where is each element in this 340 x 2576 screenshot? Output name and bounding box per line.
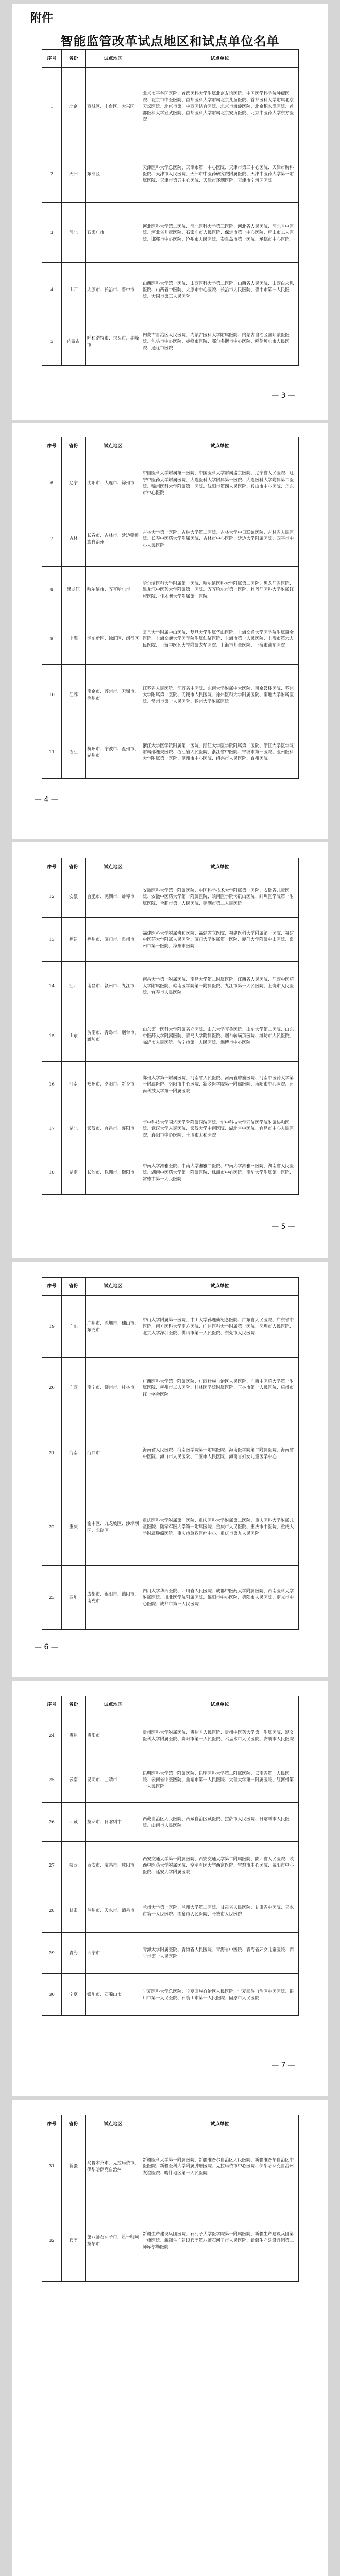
table-row bbox=[42, 68, 299, 145]
page-title: 智能监管改革试点地区和试点单位名单 bbox=[60, 33, 280, 48]
cell-area: 浦东新区、徐汇区、闵行区 bbox=[86, 613, 141, 665]
document-page-1 bbox=[12, 4, 328, 420]
cell-area: 西城区、丰台区、大兴区 bbox=[86, 68, 141, 145]
table-row bbox=[42, 1418, 299, 1488]
cell-area: 贵阳市 bbox=[86, 1714, 141, 1757]
cell-unit: 西藏自治区人民医院、西藏自治区藏医院、拉萨市人民医院、日喀则市人民医院、山南市人民医院 bbox=[141, 1803, 299, 1842]
pilot-table-3 bbox=[42, 858, 299, 1195]
cell-province: 浙江 bbox=[62, 725, 86, 779]
cell-area: 乌鲁木齐市、克拉玛依市、伊犁哈萨克自治州 bbox=[86, 2133, 141, 2199]
table-row bbox=[42, 511, 299, 567]
cell-area: 太原市、长治市、晋中市 bbox=[86, 263, 141, 317]
header-area: 试点地区 bbox=[86, 50, 141, 68]
cell-province: 上海 bbox=[62, 613, 86, 665]
cell-area: 拉萨市、日喀则市 bbox=[86, 1803, 141, 1842]
header-province: 省份 bbox=[62, 2115, 86, 2133]
cell-no: 5 bbox=[42, 317, 62, 366]
header-no: 序号 bbox=[42, 50, 62, 68]
cell-unit: 复旦大学附属中山医院、复旦大学附属华山医院、上海交通大学医学院附属瑞金医院、上海交通大学医学院附属仁济医院、上海市第一人民医院、上海市第六人民医院、上海中医药大学附属龙华医院、上海市儿童医院、上海市浦东医院 bbox=[141, 613, 299, 665]
cell-area: 渝中区、九龙坡区、沙坪坝区、北碚区 bbox=[86, 1488, 141, 1566]
table-header-row bbox=[42, 437, 299, 455]
cell-no: 11 bbox=[42, 725, 62, 779]
document-page-3 bbox=[12, 842, 328, 1258]
cell-province: 吉林 bbox=[62, 511, 86, 567]
cell-unit: 西安交通大学第一附属医院、西安交通大学第二附属医院、陕西省人民医院、陕西中医药大学附属医院、空军军医大学西京医院、宝鸡市中心医院、咸阳市中心医院、延安大学附属医院 bbox=[141, 1842, 299, 1889]
cell-unit: 中山大学附属第一医院、中山大学孙逸仙纪念医院、广东省人民医院、广东省中医院、南方医科大学南方医院、广州医科大学附属第一医院、深圳市人民医院、北京大学深圳医院、佛山市第一人民医院、东莞市人民医院 bbox=[141, 1296, 299, 1358]
page-number: — 3 — bbox=[271, 392, 295, 400]
cell-area: 广州市、深圳市、佛山市、东莞市 bbox=[86, 1296, 141, 1358]
cell-unit: 宁夏医科大学总医院、宁夏回族自治区人民医院、宁夏回族自治区中医医院、银川市第一人民医院、石嘴山市第一人民医院、固原市人民医院 bbox=[141, 1974, 299, 2016]
cell-area: 哈尔滨市、齐齐哈尔市 bbox=[86, 567, 141, 613]
cell-province: 广东 bbox=[62, 1296, 86, 1358]
table-row bbox=[42, 1842, 299, 1889]
table-row bbox=[42, 567, 299, 613]
cell-province: 新疆 bbox=[62, 2133, 86, 2199]
cell-province: 山西 bbox=[62, 263, 86, 317]
cell-province: 湖北 bbox=[62, 1107, 86, 1150]
cell-unit: 哈尔滨医科大学附属第一医院、哈尔滨医科大学附属第二医院、黑龙江省医院、黑龙江中医药大学附属第一医院、齐齐哈尔市第一医院、牡丹江医科大学附属红旗医院、佳木斯大学附属第一医院 bbox=[141, 567, 299, 613]
table-row bbox=[42, 203, 299, 263]
page-number: — 6 — bbox=[35, 1643, 58, 1651]
document-page-6 bbox=[12, 2100, 328, 2576]
cell-province: 兵团 bbox=[62, 2199, 86, 2282]
cell-unit: 福建医科大学附属协和医院、福建省立医院、福建医科大学附属第一医院、福建中医药大学附属人民医院、厦门大学附属第一医院、厦门大学附属中山医院、泉州市第一医院、漳州市医院 bbox=[141, 918, 299, 962]
page-number: — 7 — bbox=[271, 2061, 295, 2070]
cell-area: 西安市、宝鸡市、咸阳市 bbox=[86, 1842, 141, 1889]
cell-no: 30 bbox=[42, 1974, 62, 2016]
cell-no: 10 bbox=[42, 665, 62, 725]
document-page-4 bbox=[12, 1262, 328, 1677]
cell-province: 河南 bbox=[62, 1062, 86, 1107]
table-row bbox=[42, 962, 299, 1010]
header-unit: 试点单位 bbox=[141, 1696, 299, 1714]
cell-area: 福州市、厦门市、泉州市 bbox=[86, 918, 141, 962]
cell-unit: 郑州大学第一附属医院、河南省人民医院、河南省肿瘤医院、河南中医药大学第一附属医院、洛阳市中心医院、新乡医学院第一附属医院、南阳市中心医院、河南科技大学第一附属医院 bbox=[141, 1062, 299, 1107]
table-row bbox=[42, 1566, 299, 1630]
cell-no: 28 bbox=[42, 1889, 62, 1933]
cell-area: 银川市、石嘴山市 bbox=[86, 1974, 141, 2016]
pilot-table-6 bbox=[42, 2115, 299, 2282]
cell-no: 16 bbox=[42, 1062, 62, 1107]
table-row bbox=[42, 317, 299, 366]
cell-no: 25 bbox=[42, 1757, 62, 1803]
cell-area: 南昌市、赣州市、九江市 bbox=[86, 962, 141, 1010]
document-page-2 bbox=[12, 423, 328, 839]
table-row bbox=[42, 1107, 299, 1150]
table-row bbox=[42, 2199, 299, 2282]
cell-unit: 中南大学湘雅医院、中南大学湘雅二医院、中南大学湘雅三医院、湖南省人民医院、湖南中医药大学第一附属医院、株洲市中心医院、南华大学附属第一医院、常德市第一人民医院 bbox=[141, 1150, 299, 1195]
cell-province: 福建 bbox=[62, 918, 86, 962]
cell-unit: 贵州医科大学附属医院、贵州省人民医院、贵州中医药大学第一附属医院、遵义医科大学附属医院、贵阳市第一人民医院、六盘水市人民医院、安顺市人民医院 bbox=[141, 1714, 299, 1757]
table-header-row bbox=[42, 50, 299, 68]
header-area: 试点地区 bbox=[86, 1696, 141, 1714]
header-unit: 试点单位 bbox=[141, 2115, 299, 2133]
cell-unit: 天津医科大学总医院、天津市第一中心医院、天津市第三中心医院、天津市胸科医院、天津市人民医院、天津市中医药研究院附属医院、天津中医药大学第一附属医院、天津市第五中心医院、天津市环湖医院、天津市宁河区医院 bbox=[141, 145, 299, 203]
cell-province: 广西 bbox=[62, 1358, 86, 1418]
table-row bbox=[42, 876, 299, 918]
cell-no: 29 bbox=[42, 1933, 62, 1974]
header-province: 省份 bbox=[62, 50, 86, 68]
cell-no: 12 bbox=[42, 876, 62, 918]
cell-area: 兰州市、天水市、酒泉市 bbox=[86, 1889, 141, 1933]
table-row bbox=[42, 1358, 299, 1418]
cell-no: 32 bbox=[42, 2199, 62, 2282]
header-province: 省份 bbox=[62, 437, 86, 455]
header-unit: 试点单位 bbox=[141, 858, 299, 876]
page-number: — 5 — bbox=[271, 1223, 295, 1231]
cell-area: 海口市 bbox=[86, 1418, 141, 1488]
header-area: 试点地区 bbox=[86, 858, 141, 876]
cell-unit: 吉林大学第一医院、吉林大学第二医院、吉林大学中日联谊医院、吉林省人民医院、长春中医药大学附属医院、吉林市中心医院、延边大学附属医院、四平市中心人民医院 bbox=[141, 511, 299, 567]
table-row bbox=[42, 1974, 299, 2016]
pilot-table-2 bbox=[42, 437, 299, 779]
cell-unit: 青海大学附属医院、青海省人民医院、青海省中医院、青海省妇女儿童医院、西宁市第一人民医院 bbox=[141, 1933, 299, 1974]
cell-no: 4 bbox=[42, 263, 62, 317]
cell-no: 9 bbox=[42, 613, 62, 665]
cell-unit: 山西医科大学第一医院、山西医科大学第二医院、山西省人民医院、山西白求恩医院、山西省中医院、太原市中心医院、长治市人民医院、晋中市第一人民医院、大同市第三人民医院 bbox=[141, 263, 299, 317]
table-header-row bbox=[42, 1696, 299, 1714]
page-number: — 4 — bbox=[35, 795, 58, 804]
cell-province: 河北 bbox=[62, 203, 86, 263]
cell-no: 20 bbox=[42, 1358, 62, 1418]
cell-unit: 河北医科大学第二医院、河北医科大学第三医院、河北省人民医院、河北省中医院、河北省儿童医院、石家庄市人民医院、保定市第一中心医院、唐山市工人医院、邯郸市中心医院、沧州市人民医院、秦皇岛市第一医院、承德市中心医院 bbox=[141, 203, 299, 263]
table-row bbox=[42, 1933, 299, 1974]
cell-no: 3 bbox=[42, 203, 62, 263]
cell-area: 济南市、青岛市、烟台市、潍坊市 bbox=[86, 1010, 141, 1062]
cell-area: 合肥市、芜湖市、蚌埠市 bbox=[86, 876, 141, 918]
cell-unit: 重庆医科大学附属第一医院、重庆医科大学附属第二医院、重庆医科大学附属儿童医院、陆军军医大学第一附属医院、重庆市人民医院、重庆市中医院、重庆大学附属肿瘤医院、重庆市急救医疗中心、重庆市第九人民医院 bbox=[141, 1488, 299, 1566]
cell-unit: 安徽医科大学第一附属医院、中国科学技术大学附属第一医院、安徽省儿童医院、安徽中医药大学第一附属医院、皖南医学院弋矶山医院、蚌埠医学院第一附属医院、合肥市第一人民医院、芜湖市第二人民医院 bbox=[141, 876, 299, 918]
header-unit: 试点单位 bbox=[141, 50, 299, 68]
cell-unit: 昆明医科大学第一附属医院、昆明医科大学第二附属医院、云南省第一人民医院、云南省中医医院、曲靖市第一人民医院、大理大学第一附属医院、红河州第一人民医院 bbox=[141, 1757, 299, 1803]
table-row bbox=[42, 145, 299, 203]
cell-province: 安徽 bbox=[62, 876, 86, 918]
cell-unit: 北京市平谷区医院、首都医科大学附属北京友谊医院、中国医学科学院肿瘤医院、北京市中医医院、首都医科大学附属北京儿童医院、首都医科大学附属北京天坛医院、北京市第一中西医结合医院、北京市海淀医院、北京积水潭医院、首都医科大学宣武医院、首都医科大学附属北京安贞医院、北京中医药大学东方医院 bbox=[141, 68, 299, 145]
cell-province: 四川 bbox=[62, 1566, 86, 1630]
header-province: 省份 bbox=[62, 1696, 86, 1714]
header-unit: 试点单位 bbox=[141, 1278, 299, 1296]
header-unit: 试点单位 bbox=[141, 437, 299, 455]
header-province: 省份 bbox=[62, 858, 86, 876]
table-row bbox=[42, 2133, 299, 2199]
cell-province: 辽宁 bbox=[62, 455, 86, 511]
cell-no: 2 bbox=[42, 145, 62, 203]
header-area: 试点地区 bbox=[86, 437, 141, 455]
cell-area: 郑州市、洛阳市、新乡市 bbox=[86, 1062, 141, 1107]
cell-no: 17 bbox=[42, 1107, 62, 1150]
cell-area: 石家庄市 bbox=[86, 203, 141, 263]
cell-area: 呼和浩特市、包头市、赤峰市 bbox=[86, 317, 141, 366]
cell-area: 南宁市、柳州市、桂林市 bbox=[86, 1358, 141, 1418]
cell-province: 江西 bbox=[62, 962, 86, 1010]
cell-province: 西藏 bbox=[62, 1803, 86, 1842]
table-row bbox=[42, 613, 299, 665]
cell-province: 云南 bbox=[62, 1757, 86, 1803]
table-row bbox=[42, 1150, 299, 1195]
cell-unit: 江苏省人民医院、江苏省中医院、东南大学附属中大医院、南京鼓楼医院、苏州大学附属第一医院、无锡市人民医院、徐州医科大学附属医院、南通大学附属医院、常州市第一人民医院、扬州大学附属医院 bbox=[141, 665, 299, 725]
cell-no: 31 bbox=[42, 2133, 62, 2199]
cell-unit: 中国医科大学附属第一医院、中国医科大学附属盛京医院、辽宁省人民医院、辽宁中医药大学附属医院、大连医科大学附属第一医院、大连医科大学附属第二医院、锦州医科大学附属第一医院、沈阳市第四人民医院、鞍山市中心医院、丹东市中心医院 bbox=[141, 455, 299, 511]
header-no: 序号 bbox=[42, 1278, 62, 1296]
pilot-table-4 bbox=[42, 1277, 299, 1630]
cell-area: 第八师石河子市、第一师阿拉尔市 bbox=[86, 2199, 141, 2282]
table-header-row bbox=[42, 858, 299, 876]
table-row bbox=[42, 665, 299, 725]
cell-area: 沈阳市、大连市、锦州市 bbox=[86, 455, 141, 511]
cell-no: 7 bbox=[42, 511, 62, 567]
cell-unit: 新疆生产建设兵团医院、石河子大学医学院第一附属医院、新疆生产建设兵团第一师医院、新疆生产建设兵团第八师石河子市人民医院、新疆生产建设兵团第二师库尔勒医院 bbox=[141, 2199, 299, 2282]
cell-unit: 广西医科大学第一附属医院、广西壮族自治区人民医院、广西中医药大学第一附属医院、柳州市工人医院、桂林医学院附属医院、玉林市第一人民医院、梧州市红十字会医院 bbox=[141, 1358, 299, 1418]
cell-area: 昆明市、曲靖市 bbox=[86, 1757, 141, 1803]
cell-province: 海南 bbox=[62, 1418, 86, 1488]
cell-no: 19 bbox=[42, 1296, 62, 1358]
cell-no: 6 bbox=[42, 455, 62, 511]
table-row bbox=[42, 1010, 299, 1062]
cell-no: 23 bbox=[42, 1566, 62, 1630]
cell-no: 1 bbox=[42, 68, 62, 145]
cell-area: 武汉市、宜昌市、襄阳市 bbox=[86, 1107, 141, 1150]
cell-province: 甘肃 bbox=[62, 1889, 86, 1933]
table-row bbox=[42, 1803, 299, 1842]
table-row bbox=[42, 1757, 299, 1803]
cell-province: 内蒙古 bbox=[62, 317, 86, 366]
cell-province: 重庆 bbox=[62, 1488, 86, 1566]
pilot-table-1 bbox=[42, 49, 299, 366]
cell-unit: 华中科技大学同济医学院附属同济医院、华中科技大学同济医学院附属协和医院、武汉大学人民医院、武汉大学中南医院、湖北省中医院、宜昌市中心人民医院、襄阳市中心医院、十堰市太和医院 bbox=[141, 1107, 299, 1150]
header-no: 序号 bbox=[42, 1696, 62, 1714]
cell-no: 14 bbox=[42, 962, 62, 1010]
header-no: 序号 bbox=[42, 858, 62, 876]
cell-area: 长春市、吉林市、延边朝鲜族自治州 bbox=[86, 511, 141, 567]
cell-no: 24 bbox=[42, 1714, 62, 1757]
cell-area: 东丽区 bbox=[86, 145, 141, 203]
cell-unit: 新疆医科大学第一附属医院、新疆维吾尔自治区人民医院、新疆维吾尔自治区中医医院、新疆医科大学附属肿瘤医院、克拉玛依市中心医院、伊犁哈萨克自治州友谊医院、喀什地区第一人民医院 bbox=[141, 2133, 299, 2199]
table-header-row bbox=[42, 2115, 299, 2133]
cell-no: 8 bbox=[42, 567, 62, 613]
cell-province: 宁夏 bbox=[62, 1974, 86, 2016]
cell-no: 13 bbox=[42, 918, 62, 962]
cell-province: 北京 bbox=[62, 68, 86, 145]
header-no: 序号 bbox=[42, 437, 62, 455]
table-row bbox=[42, 455, 299, 511]
cell-no: 15 bbox=[42, 1010, 62, 1062]
cell-province: 黑龙江 bbox=[62, 567, 86, 613]
cell-province: 湖南 bbox=[62, 1150, 86, 1195]
table-row bbox=[42, 263, 299, 317]
document-page-5 bbox=[12, 1681, 328, 2096]
cell-area: 西宁市 bbox=[86, 1933, 141, 1974]
cell-unit: 内蒙古自治区人民医院、内蒙古医科大学附属医院、内蒙古自治区国际蒙医医院、包头市中心医院、赤峰市医院、鄂尔多斯市中心医院、呼伦贝尔市人民医院、通辽市医院 bbox=[141, 317, 299, 366]
table-row bbox=[42, 1889, 299, 1933]
header-area: 试点地区 bbox=[86, 1278, 141, 1296]
cell-no: 26 bbox=[42, 1803, 62, 1842]
cell-province: 贵州 bbox=[62, 1714, 86, 1757]
cell-area: 成都市、绵阳市、德阳市、南充市 bbox=[86, 1566, 141, 1630]
cell-unit: 兰州大学第一医院、兰州大学第二医院、甘肃省人民医院、甘肃省中医院、天水市第一人民医院、酒泉市人民医院、张掖市人民医院 bbox=[141, 1889, 299, 1933]
table-row bbox=[42, 725, 299, 779]
cell-area: 南京市、苏州市、无锡市、徐州市 bbox=[86, 665, 141, 725]
cell-province: 青海 bbox=[62, 1933, 86, 1974]
cell-no: 22 bbox=[42, 1488, 62, 1566]
cell-province: 江苏 bbox=[62, 665, 86, 725]
header-area: 试点地区 bbox=[86, 2115, 141, 2133]
cell-unit: 四川大学华西医院、四川省人民医院、成都中医药大学附属医院、西南医科大学附属医院、川北医学院附属医院、绵阳市中心医院、德阳市人民医院、南充市中心医院、成都市第三人民医院 bbox=[141, 1566, 299, 1630]
table-row bbox=[42, 1296, 299, 1358]
cell-no: 27 bbox=[42, 1842, 62, 1889]
cell-province: 山东 bbox=[62, 1010, 86, 1062]
cell-province: 天津 bbox=[62, 145, 86, 203]
table-header-row bbox=[42, 1278, 299, 1296]
cell-unit: 山东第一医科大学附属省立医院、山东大学齐鲁医院、山东大学第二医院、山东中医药大学附属医院、青岛大学附属医院、烟台毓璜顶医院、潍坊市人民医院、临沂市人民医院、济宁市第一人民医院、淄博市中心医院 bbox=[141, 1010, 299, 1062]
table-row bbox=[42, 1062, 299, 1107]
table-row bbox=[42, 918, 299, 962]
table-row bbox=[42, 1714, 299, 1757]
cell-area: 长沙市、株洲市、衡阳市 bbox=[86, 1150, 141, 1195]
header-province: 省份 bbox=[62, 1278, 86, 1296]
pilot-table-5 bbox=[42, 1696, 299, 2016]
cell-unit: 浙江大学医学院附属第一医院、浙江大学医学院附属第二医院、浙江大学医学院附属邵逸夫医院、浙江省人民医院、浙江省中医院、宁波市第一医院、温州医科大学附属第一医院、湖州市中心医院、绍兴市人民医院、台州医院 bbox=[141, 725, 299, 779]
header-no: 序号 bbox=[42, 2115, 62, 2133]
cell-unit: 海南省人民医院、海南医学院第一附属医院、海南医学院第二附属医院、海南省中医院、海口市人民医院、三亚市人民医院、海南省妇女儿童医学中心 bbox=[141, 1418, 299, 1488]
cell-province: 陕西 bbox=[62, 1842, 86, 1889]
cell-unit: 南昌大学第一附属医院、南昌大学第二附属医院、江西省人民医院、江西中医药大学附属医院、赣南医学院第一附属医院、九江市第一人民医院、上饶市人民医院、宜春市人民医院 bbox=[141, 962, 299, 1010]
table-row bbox=[42, 1488, 299, 1566]
cell-no: 18 bbox=[42, 1150, 62, 1195]
attachment-label: 附件 bbox=[30, 12, 54, 25]
cell-no: 21 bbox=[42, 1418, 62, 1488]
cell-area: 杭州市、宁波市、温州市、湖州市 bbox=[86, 725, 141, 779]
